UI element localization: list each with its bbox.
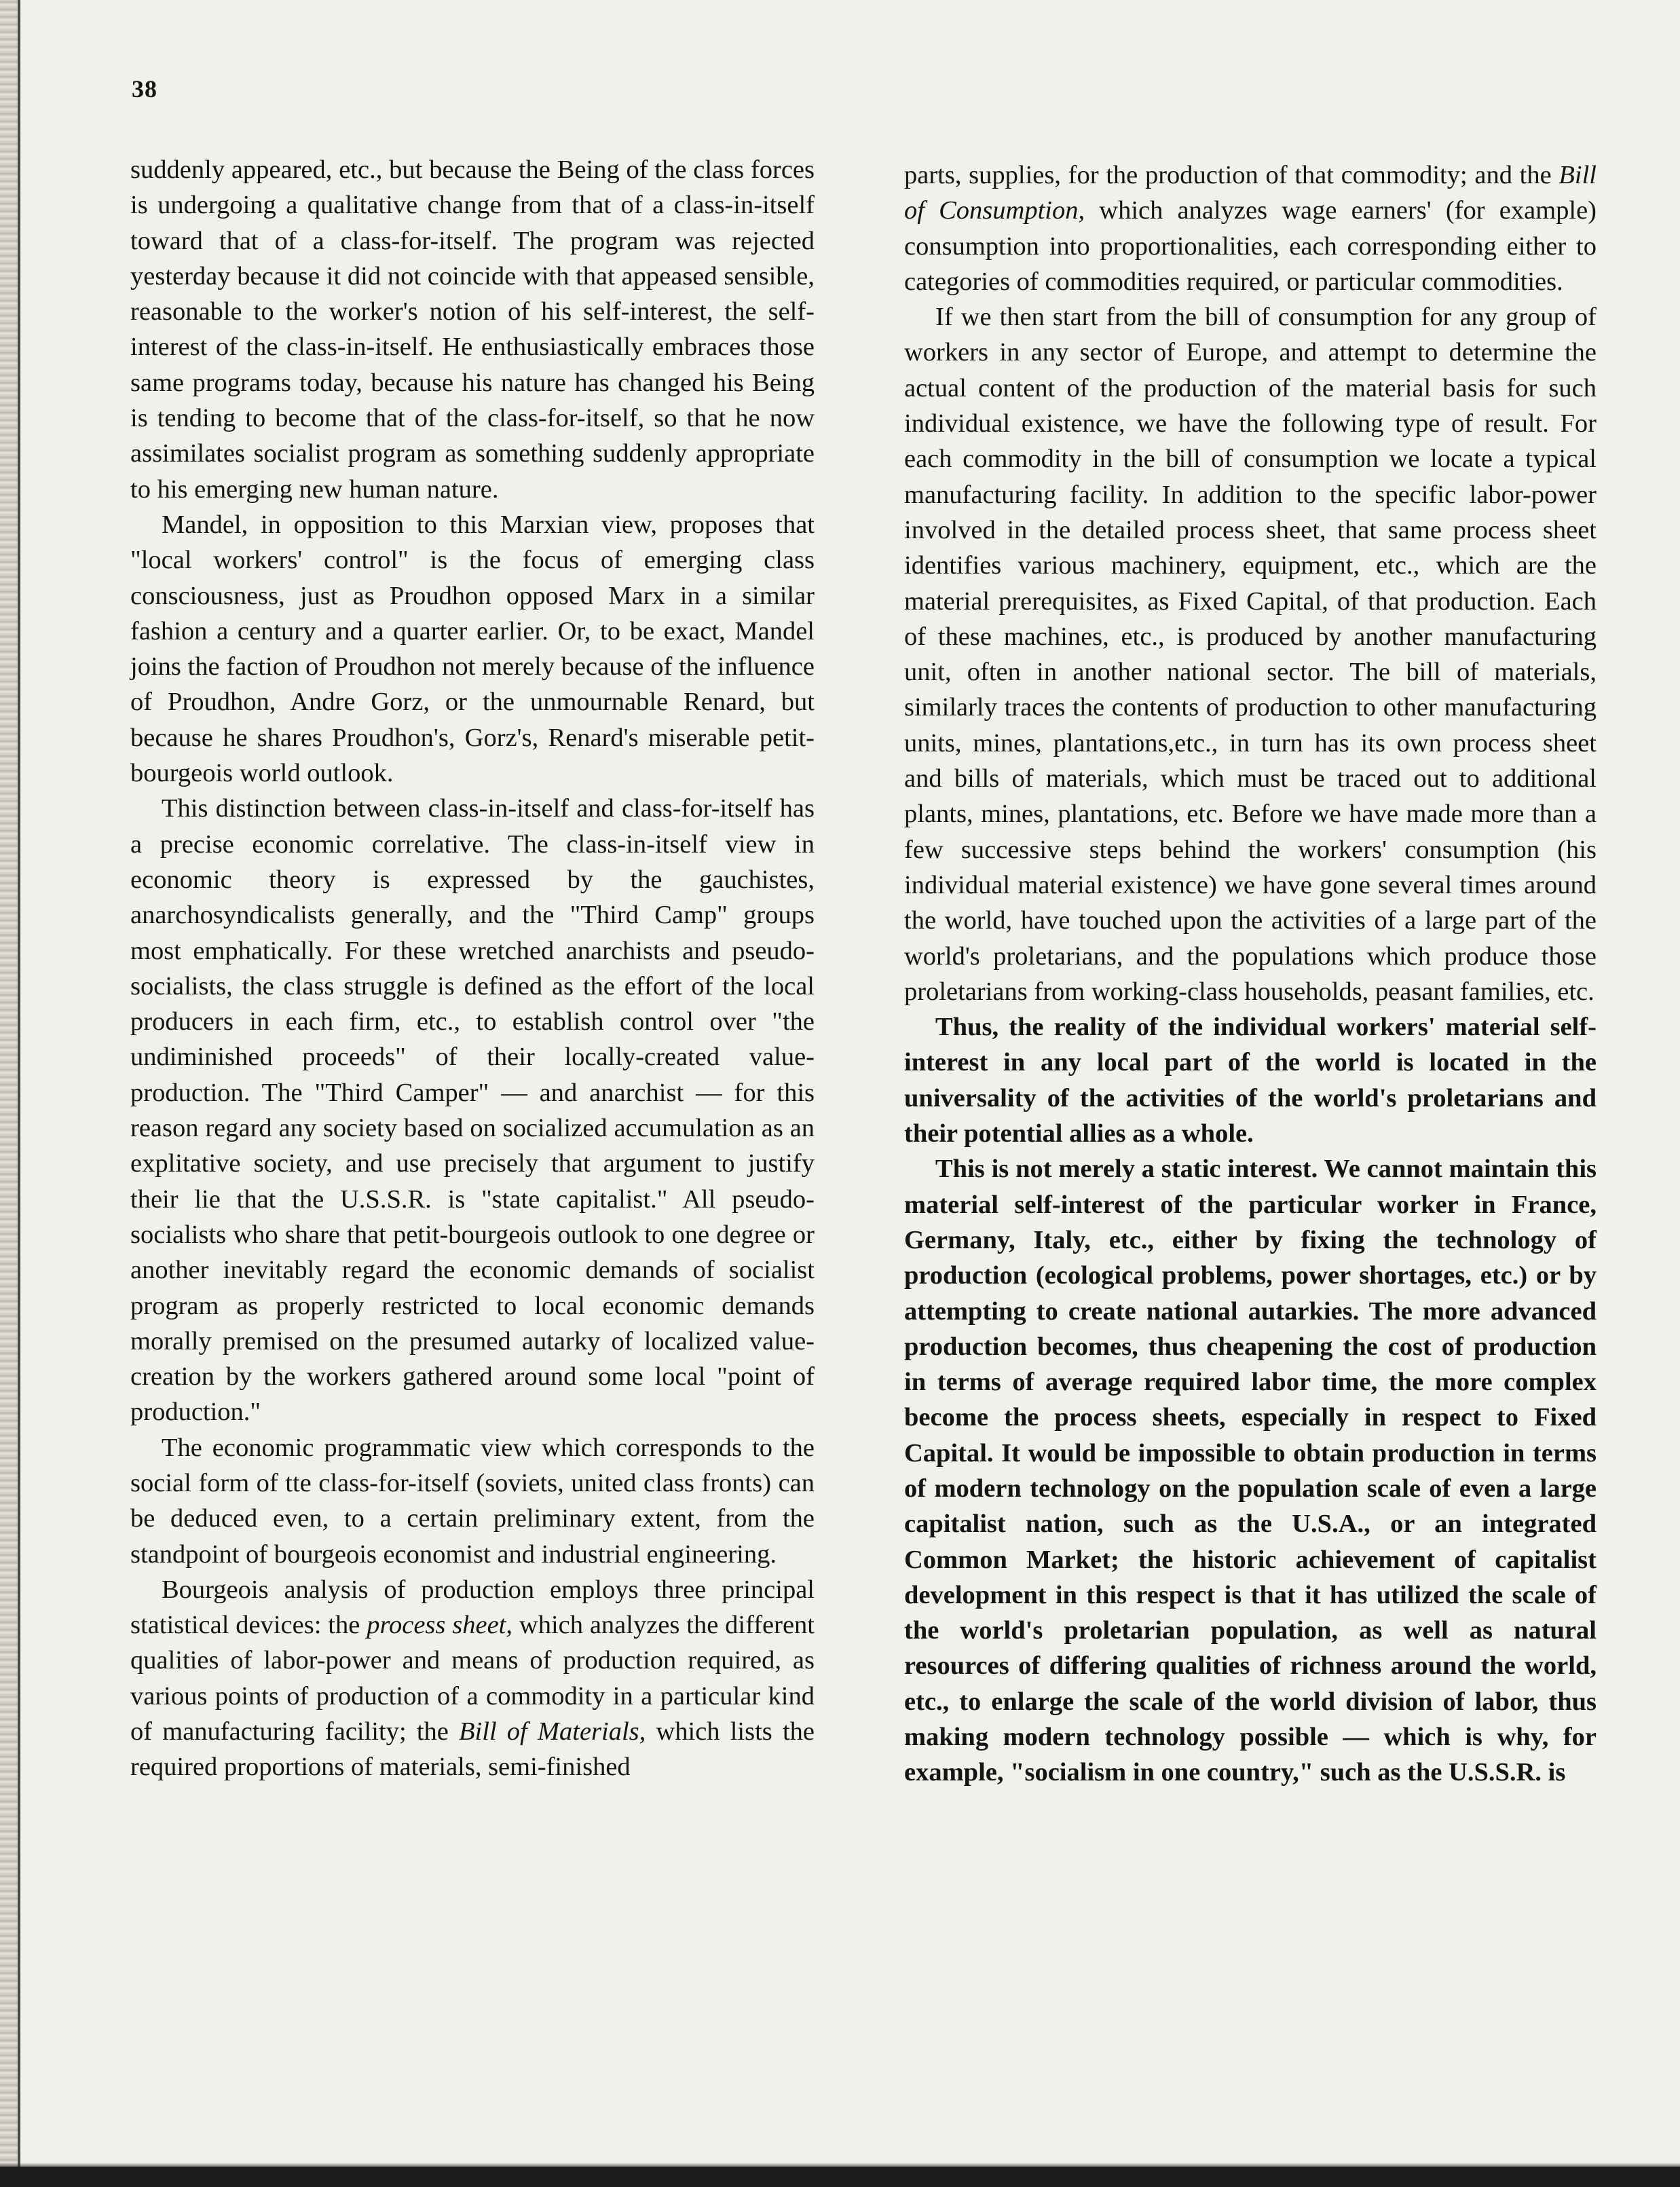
page-binding-line — [18, 0, 20, 2187]
text-run: which analyzes the different qualities of labor-power and means of production required, as various points of production of a commodity in a particular kind of manufacturing facility; the — [130, 1611, 815, 1746]
left-column — [130, 152, 815, 1785]
text-run: parts, supplies, for the production of that commodity; and the — [904, 161, 1559, 189]
paragraph — [130, 1572, 815, 1785]
page-binding-edge — [0, 0, 18, 2187]
paragraph: This is not merely a static interest. We cannot maintain this material self-interest of the particular worker in France, Germany, Italy, etc., either by fixing the technology of production (ecological problems, power shortages, etc.) or by attempting to create national autarkies. The more advanced production becomes, thus cheapening the cost of production in terms of average required labor time, the more complex become the process sheets, especially in respect to Fixed Capital. It would be impossible to obtain production in terms of modern technology on the population scale of even a large capitalist nation, such as the U.S.A., or an integrated Common Market; the historic achievement of capitalist development in this respect is that it has utilized the scale of the world's proletarian population, as well as natural resources of differing qualities of richness around the world, etc., to enlarge the scale of the world division of labor, thus making modern technology possible — which is why, for example, "socialism in one country," such as the U.S.S.R. is — [904, 1155, 1597, 1787]
paragraph: The economic programmatic view which corresponds to the social form of tte class-for-itself (soviets, united class fronts) can be deduced even, to a certain preliminary extent, from the standpoint of bourgeois economist and industrial engineering. — [130, 1433, 815, 1569]
text-run: Bourgeois analysis of production employs three principal statistical devices: the — [130, 1575, 815, 1640]
paragraph: If we then start from the bill of consumption for any group of workers in any sector of Europe, and attempt to determine the actual content of the production of the material basis for such individual existence, we have the following type of result. For each commodity in the bill of consumption we locate a typical manufacturing facility. In addition to the specific labor-power involved in the detailed process sheet, that same process sheet identifies various machinery, equipment, etc., which are the material prerequisites, as Fixed Capital, of that production. Each of these machines, etc., is produced by another manufacturing unit, often in another national sector. The bill of materials, similarly traces the contents of production to other manufacturing units, mines, plantations,etc., in turn has its own process sheet and bills of materials, which must be traced out to additional plants, mines, plantations, etc. Before we have made more than a few successive steps behind the workers' consumption (his individual material existence) we have gone several times around the world, have touched upon the activities of a large part of the world's proletarians, and the populations which produce those proletarians from working-class households, peasant families, etc. — [904, 303, 1597, 1006]
emphasis: Bill of Consumption, — [904, 161, 1597, 225]
text-run: which analyzes wage earners' (for example) consumption into proportionalities, each corresponding either to categories of commodities required, or particular commodities. — [904, 196, 1597, 296]
emphasis: Bill of Materials, — [459, 1717, 646, 1746]
page-number: 38 — [132, 75, 157, 102]
text-run: which lists the required proportions of materials, semi-finished — [130, 1717, 815, 1782]
emphasis: process sheet, — [367, 1611, 513, 1640]
page-bottom-edge — [0, 2167, 1680, 2187]
paragraph: suddenly appeared, etc., but because the Being of the class forces is undergoing a qualitative change from that of a class-in-itself toward that of a class-for-itself. The program was rejected yesterday because it did not coincide with that appeased sensible, reasonable to the worker's notion of his self-interest, the self-interest of the class-in-itself. He enthusiastically embraces those same programs today, because his nature has changed his Being is tending to become that of the class-for-itself, so that he now assimilates socialist program as something suddenly appropriate to his emerging new human nature. — [130, 155, 815, 504]
paragraph: Mandel, in opposition to this Marxian view, proposes that "local workers' control" is the focus of emerging class consciousness, just as Proudhon opposed Marx in a similar fashion a century and a quarter earlier. Or, to be exact, Mandel joins the faction of Proudhon not merely because of the influence of Proudhon, Andre Gorz, or the unmournable Renard, but because he shares Proudhon's, Gorz's, Renard's miserable petit-bourgeois world outlook. — [130, 510, 815, 788]
paragraph: Thus, the reality of the individual workers' material self-interest in any local part of the world is located in the universality of the activities of the world's proletarians and their potential allies as a whole. — [904, 1013, 1597, 1148]
right-column — [904, 157, 1597, 1791]
paragraph — [904, 157, 1597, 299]
paragraph: This distinction between class-in-itself and class-for-itself has a precise economic correlative. The class-in-itself view in economic theory is expressed by the gauchistes, anarchosyndicalists generally, and the "Third Camp" groups most emphatically. For these wretched anarchists and pseudo-socialists, the class struggle is defined as the effort of the local producers in each firm, etc., to establish control over "the undiminished proceeds" of their locally-created value-production. The "Third Camper" — and anarchist — for this reason regard any society based on socialized accumulation as an explitative society, and use precisely that argument to justify their lie that the U.S.S.R. is "state capitalist." All pseudo-socialists who share that petit-bourgeois outlook to one degree or another inevitably regard the economic demands of socialist program as properly restricted to local economic demands morally premised on the presumed autarky of localized value-creation by the workers gathered around some local "point of production." — [130, 794, 815, 1427]
